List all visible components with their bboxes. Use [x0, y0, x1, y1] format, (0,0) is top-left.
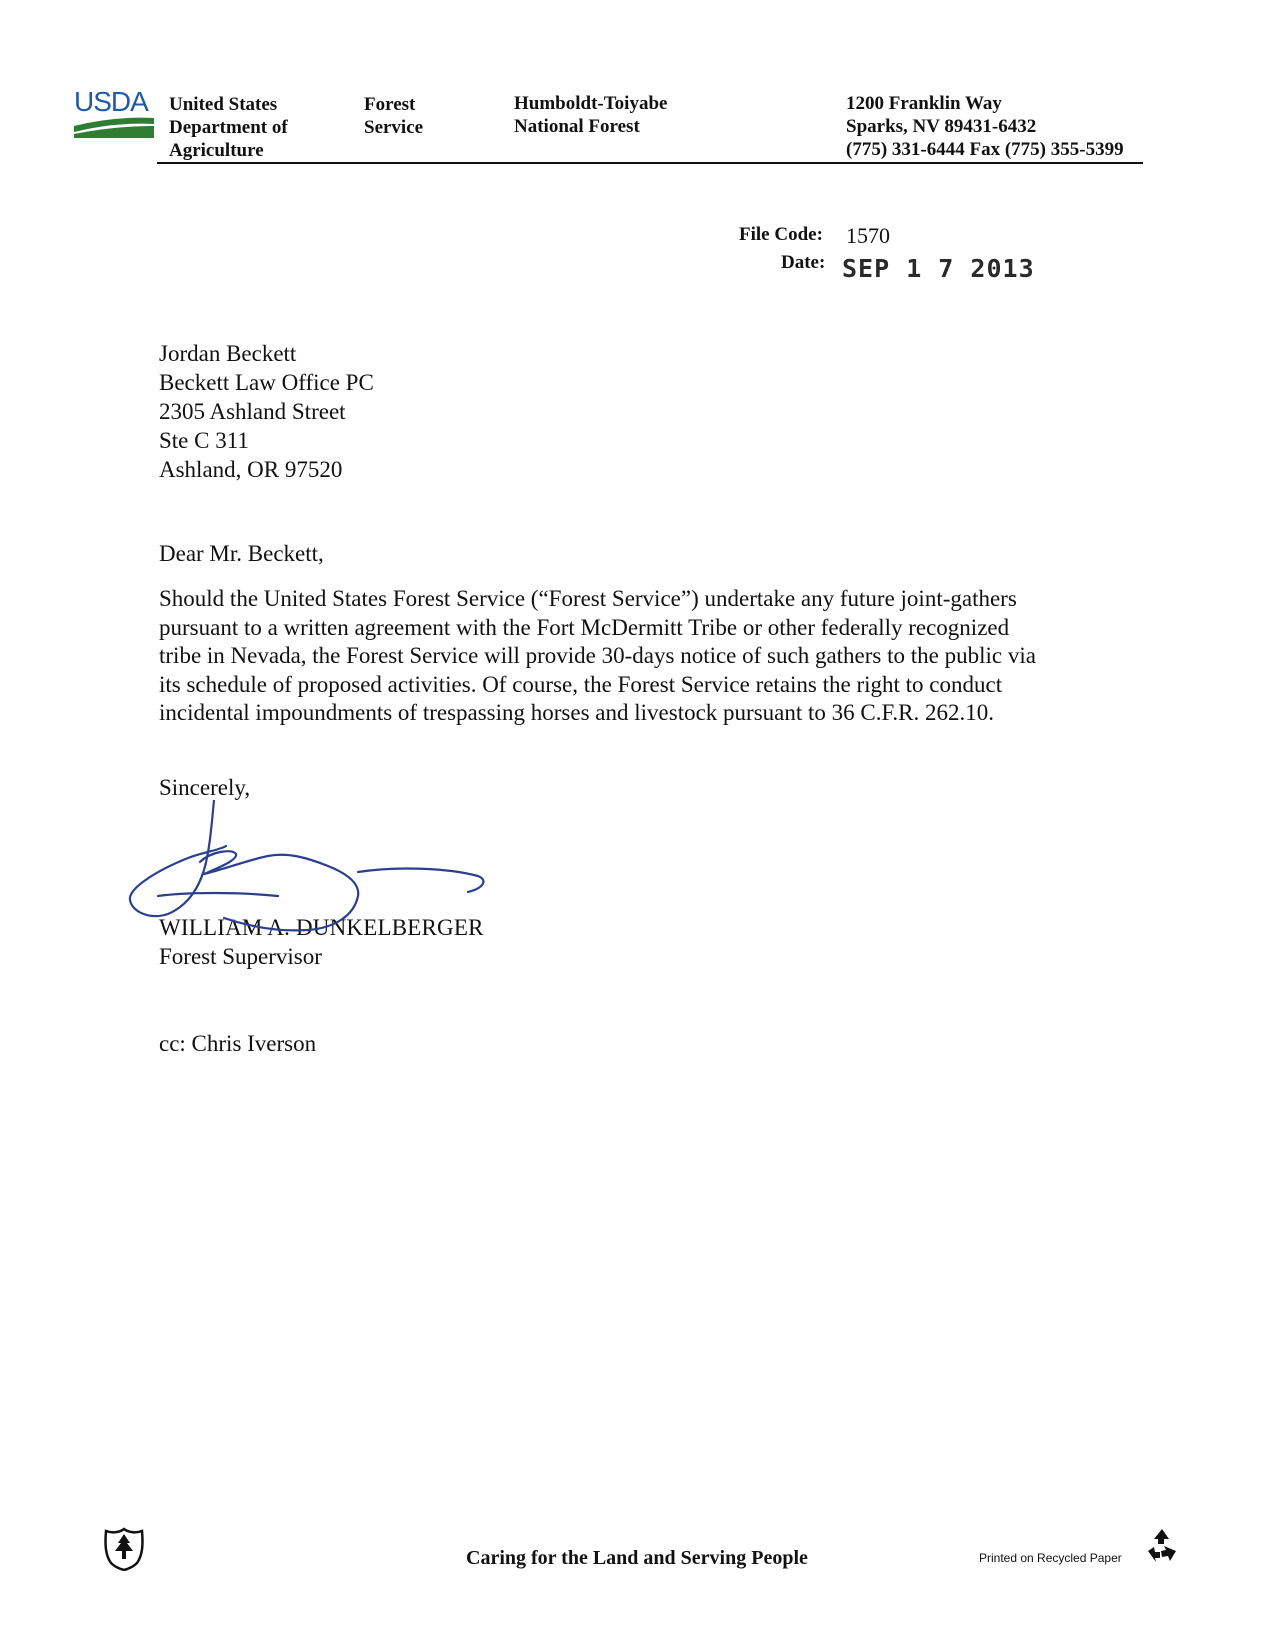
recipient-line: Jordan Beckett	[159, 341, 297, 366]
file-code-label: File Code:	[739, 224, 823, 245]
header-agency-line: United States	[169, 94, 278, 115]
header-service-line: Forest	[364, 94, 416, 115]
body-paragraph	[159, 585, 1119, 728]
recycle-icon	[1144, 1527, 1180, 1563]
header-agency-line: Agriculture	[169, 140, 264, 161]
header-address-line: 1200 Franklin Way	[846, 93, 1002, 114]
signer-name: WILLIAM A. DUNKELBERGER	[159, 915, 484, 940]
usda-logo-swoosh-icon	[74, 88, 158, 148]
body-line: pursuant to a written agreement with the Fort McDermitt Tribe or other federally recognized	[159, 614, 1010, 640]
footer-motto: Caring for the Land and Serving People	[466, 1547, 808, 1569]
header-address-line: Sparks, NV 89431-6432	[846, 116, 1037, 137]
closing: Sincerely,	[159, 775, 251, 800]
usda-logo-text: USDA	[74, 86, 148, 117]
file-code-value: 1570	[846, 223, 890, 248]
recipient-line: 2305 Ashland Street	[159, 399, 346, 424]
header-service-line: Service	[364, 117, 424, 138]
body-line: incidental impoundments of trespassing horses and livestock pursuant to 36 C.F.R. 262.10.	[159, 700, 995, 725]
header-agency-line: Department of	[169, 117, 288, 138]
body-line: tribe in Nevada, the Forest Service will provide 30-days notice of such gathers to the public via	[159, 643, 1036, 668]
recycled-paper-note: Printed on Recycled Paper	[979, 1551, 1122, 1565]
header-divider	[157, 162, 1143, 164]
handwritten-signature	[128, 800, 528, 970]
header-address	[846, 92, 1124, 161]
forest-service-shield-icon	[103, 1527, 145, 1571]
body-line: Should the United States Forest Service (“Forest Service”) undertake any future joint-gathers	[159, 586, 1017, 611]
date-stamp: SEP 1 7 2013	[842, 254, 1035, 283]
header-forest-line: National Forest	[514, 116, 640, 137]
recipient-line: Beckett Law Office PC	[159, 370, 374, 395]
header-address-line: (775) 331-6444 Fax (775) 355-5399	[846, 139, 1124, 160]
recipient-line: Ste C 311	[159, 428, 249, 453]
recipient-address	[159, 339, 374, 484]
header-service	[364, 93, 423, 139]
usda-logo	[74, 88, 158, 148]
body-line: its schedule of proposed activities. Of course, the Forest Service retains the right to conduct	[159, 671, 1003, 697]
cc-line: cc: Chris Iverson	[159, 1031, 317, 1056]
recipient-line: Ashland, OR 97520	[159, 457, 343, 482]
date-label: Date:	[781, 252, 826, 273]
header-forest	[514, 92, 667, 138]
header-agency	[169, 93, 288, 162]
header-forest-line: Humboldt-Toiyabe	[514, 93, 668, 114]
salutation: Dear Mr. Beckett,	[159, 541, 324, 566]
signer-title: Forest Supervisor	[159, 944, 322, 969]
